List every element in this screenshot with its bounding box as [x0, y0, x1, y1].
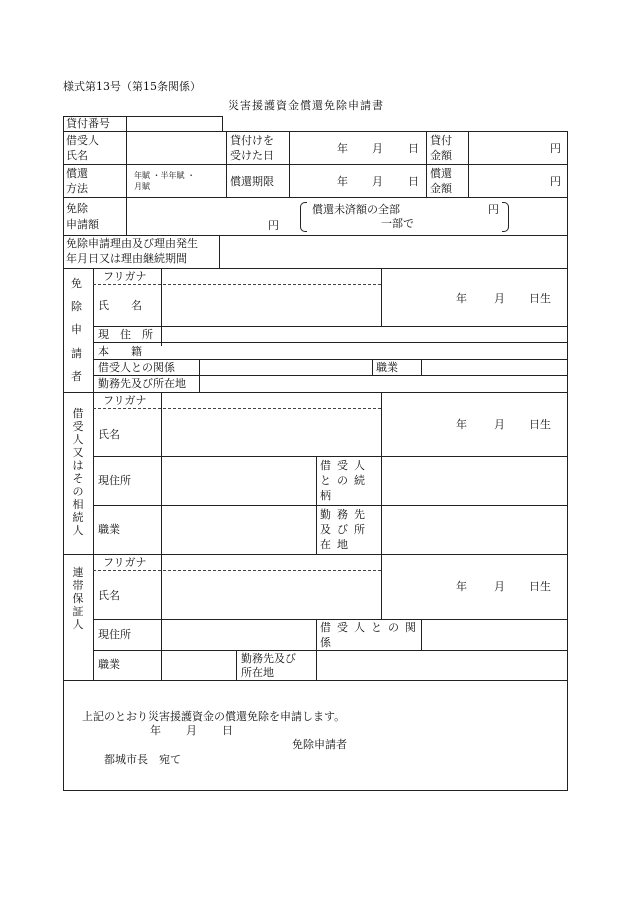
guarantor-furigana-label: フリガナ — [103, 556, 147, 569]
heir-birth-day: 日生 — [529, 418, 551, 431]
borrower-name-field[interactable] — [127, 132, 225, 163]
applicant-address-label: 現 住 所 — [98, 328, 153, 341]
guarantor-occupation-label: 職業 — [98, 658, 120, 671]
loan-date-month: 月 — [372, 142, 383, 155]
applicant-birth-month: 月 — [494, 292, 505, 305]
repay-period-label: 償還期限 — [230, 175, 274, 188]
heir-furigana-label: フリガナ — [103, 394, 147, 407]
guarantor-workplace-label-line1: 勤務先及び — [241, 652, 296, 665]
borrower-label-line2: 氏名 — [66, 149, 88, 162]
choice-part[interactable]: 一部で — [381, 217, 414, 230]
heir-occupation-label: 職業 — [98, 523, 120, 536]
loan-date-label-line1: 貸付けを — [230, 134, 274, 147]
repay-amount-label-line1: 償還 — [430, 167, 452, 180]
reason-field[interactable] — [220, 236, 566, 267]
guarantor-name-field[interactable] — [162, 572, 380, 618]
heir-workplace-label-line2: 及び所 — [320, 523, 371, 536]
guarantor-birth-year: 年 — [456, 580, 467, 593]
statement-text: 上記のとおり災害援護資金の償還免除を申請します。 — [82, 710, 346, 723]
exemption-amount-label-line2: 申請額 — [66, 218, 99, 231]
applicant-name-field[interactable] — [162, 286, 380, 325]
form-title: 災害援護資金償還免除申請書 — [228, 99, 384, 112]
choice-all[interactable]: 償還未済額の全部 — [312, 203, 400, 216]
heir-address-label: 現住所 — [98, 474, 131, 487]
guarantor-address-label: 現住所 — [98, 628, 131, 641]
reason-label-line1: 免除申請理由及び理由発生 — [66, 237, 198, 250]
loan-date-day: 日 — [408, 142, 419, 155]
footer-month: 月 — [186, 724, 197, 737]
applicant-furigana-label: フリガナ — [103, 270, 147, 283]
applicant-relation-label: 借受人との関係 — [98, 361, 175, 374]
footer-year: 年 — [150, 724, 161, 737]
form-number: 様式第13号（第15条関係） — [63, 80, 201, 93]
loan-amount-yen: 円 — [550, 142, 561, 155]
applicant-signature-label: 免除申請者 — [292, 738, 347, 751]
guarantor-workplace-label-line2: 所在地 — [241, 666, 274, 679]
applicant-domicile-label: 本 籍 — [98, 345, 142, 358]
repay-period-year: 年 — [337, 175, 348, 188]
borrower-label-line1: 借受人 — [66, 134, 99, 147]
exemption-amount-yen: 円 — [268, 219, 279, 232]
applicant-side-char: 者 — [71, 370, 82, 383]
repay-method-options-line1[interactable]: 年賦 ・半年賦 ・ — [134, 171, 196, 180]
loan-amount-label-line1: 貸付 — [430, 134, 452, 147]
heir-workplace-label-line1: 勤務先 — [320, 508, 371, 521]
repay-amount-label-line2: 金額 — [430, 182, 452, 195]
heir-birth-month: 月 — [494, 418, 505, 431]
applicant-birth-year: 年 — [456, 292, 467, 305]
heir-relation-label-line1: 借受人 — [320, 459, 371, 472]
applicant-side-char: 申 — [71, 323, 82, 336]
guarantor-relation-label-line2: 係 — [320, 636, 331, 649]
heir-relation-label-line2: との続 — [320, 474, 371, 487]
heir-birth-year: 年 — [456, 418, 467, 431]
choice-bracket-right — [502, 202, 509, 232]
exemption-amount-label-line1: 免除 — [66, 202, 88, 215]
repay-method-label-line1: 償還 — [66, 167, 88, 180]
loan-date-year: 年 — [337, 142, 348, 155]
repay-period-day: 日 — [408, 175, 419, 188]
choice-bracket-left — [300, 202, 307, 232]
guarantor-relation-label-line1: 借受人との関 — [320, 621, 422, 634]
loan-date-label-line2: 受けた日 — [230, 149, 274, 162]
applicant-occupation-label: 職業 — [376, 361, 398, 374]
repay-amount-yen: 円 — [550, 175, 561, 188]
heir-workplace-label-line3: 在地 — [320, 538, 354, 551]
repay-method-options-line2[interactable]: 月賦 — [134, 182, 150, 191]
applicant-side-char: 請 — [71, 347, 82, 360]
loan-number-field[interactable] — [127, 117, 221, 130]
guarantor-name-label: 氏名 — [98, 589, 120, 602]
guarantor-side-label: 連帯保証人 — [72, 566, 84, 631]
guarantor-birth-day: 日生 — [529, 580, 551, 593]
footer-day: 日 — [222, 724, 233, 737]
reason-label-line2: 年月日又は理由継続期間 — [66, 252, 187, 265]
repay-period-month: 月 — [372, 175, 383, 188]
heir-name-field[interactable] — [162, 410, 380, 455]
choice-all-yen: 円 — [488, 203, 499, 216]
applicant-side-char: 免 — [71, 277, 82, 290]
heir-relation-label-line3: 柄 — [320, 489, 331, 502]
applicant-side-char: 除 — [71, 300, 82, 313]
repay-method-label-line2: 方法 — [66, 182, 88, 195]
loan-amount-label-line2: 金額 — [430, 149, 452, 162]
guarantor-birth-month: 月 — [494, 580, 505, 593]
heir-name-label: 氏名 — [98, 428, 120, 441]
heir-side-label: 借受人又はその相続人 — [72, 407, 84, 537]
loan-number-label: 貸付番号 — [66, 117, 110, 130]
applicant-workplace-label: 勤務先及び所在地 — [98, 377, 186, 390]
addressee: 都城市長 宛て — [104, 753, 181, 766]
applicant-birth-day: 日生 — [529, 292, 551, 305]
applicant-name-label: 氏 名 — [98, 299, 142, 312]
